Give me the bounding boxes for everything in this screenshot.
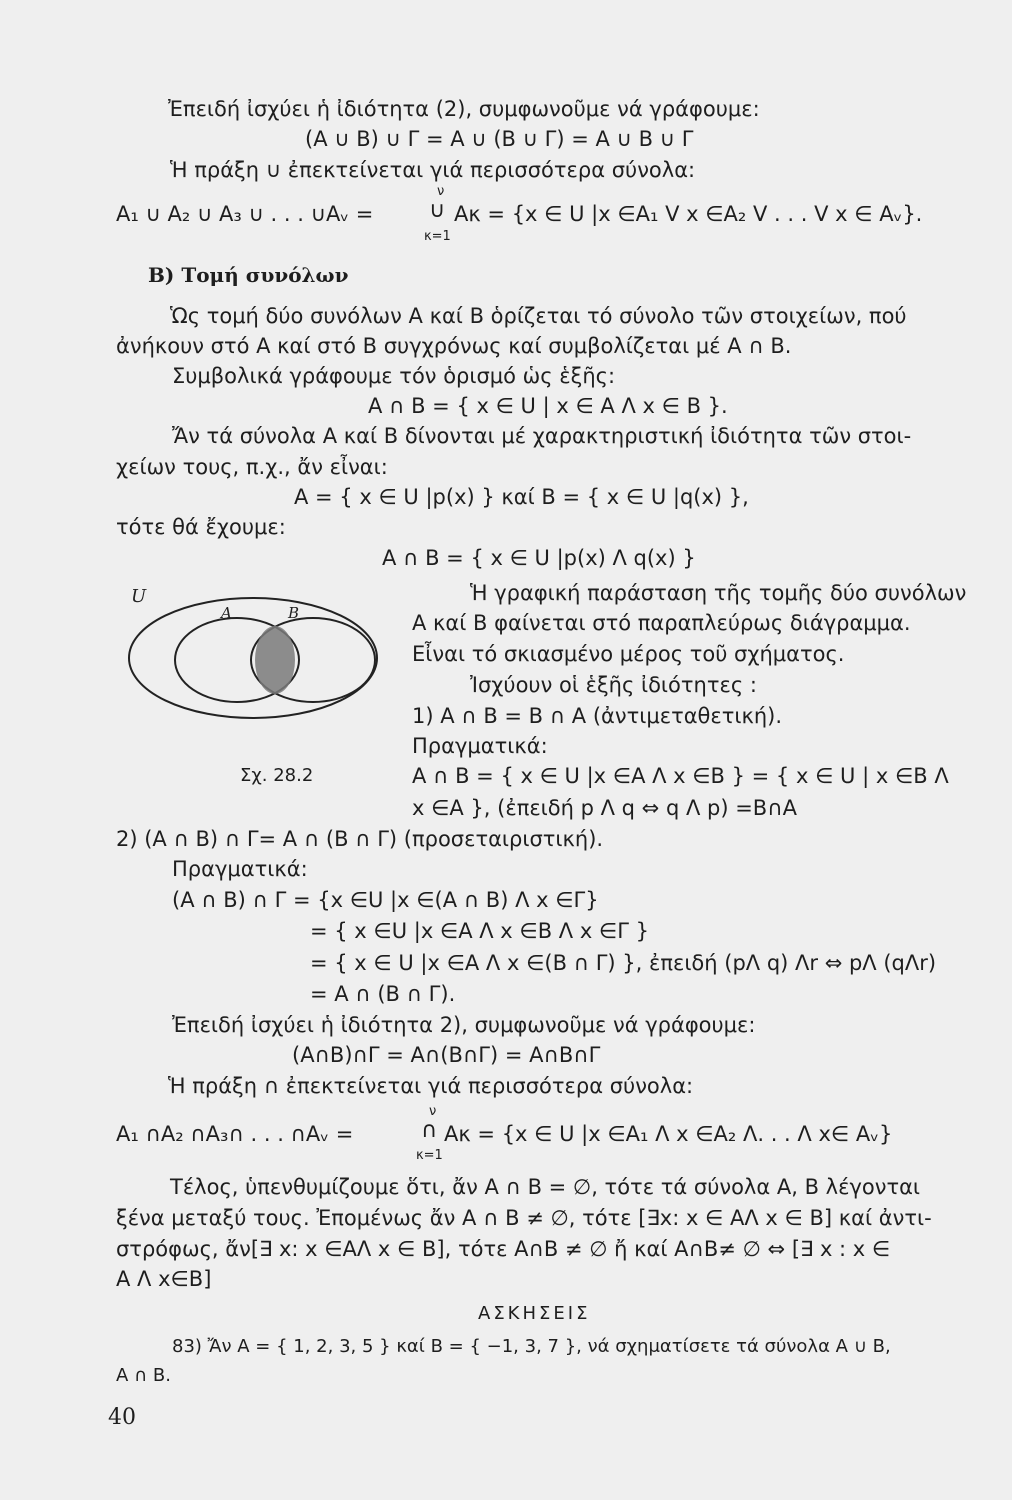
formula-line: A₁ ∩A₂ ∩A₃∩ . . . ∩Aᵥ =: [116, 1122, 354, 1146]
intersection-lower-limit: κ=1: [416, 1148, 443, 1163]
intersection-upper-limit: ν: [429, 1104, 437, 1119]
formula-line: (A ∩ B) ∩ Γ = {x ∈U |x ∈(A ∩ B) Λ x ∈Γ}: [172, 888, 599, 912]
text-line: Ἡ πράξη ∪ ἐπεκτείνεται γιά περισσότερα σύνολα:: [170, 158, 696, 182]
union-lower-limit: κ=1: [424, 229, 451, 244]
formula-line: A = { x ∈ U |p(x) } καί B = { x ∈ U |q(x) },: [294, 485, 749, 509]
figure-caption: Σχ. 28.2: [240, 765, 314, 786]
text-line: ξένα μεταξύ τους. Ἐπομένως ἄν A ∩ B ≠ ∅, τότε [∃x: x ∈ AΛ x ∈ B] καί ἀντι-: [116, 1206, 932, 1230]
label-universe: U: [131, 588, 147, 607]
formula-line: A₁ ∪ A₂ ∪ A₃ ∪ . . . ∪Aᵥ =: [116, 202, 374, 226]
intersection-shading: [255, 626, 295, 694]
text-line: Ἄν τά σύνολα A καί B δίνονται μέ χαρακτηριστική ἰδιότητα τῶν στοι-: [172, 424, 912, 448]
formula-line: = { x ∈U |x ∈A Λ x ∈B Λ x ∈Γ }: [310, 919, 649, 943]
label-set-b: B: [288, 604, 300, 622]
text-line: Τέλος, ὑπενθυμίζουμε ὅτι, ἄν A ∩ B = ∅, τότε τά σύνολα A, B λέγονται: [170, 1175, 921, 1199]
text-line: Ὡς τομή δύο συνόλων A καί B ὁρίζεται τό σύνολο τῶν στοιχείων, πού: [170, 304, 907, 328]
text-line: ἀνήκουν στό A καί στό B συγχρόνως καί συμβολίζεται μέ A ∩ B.: [116, 334, 792, 358]
formula-line: = { x ∈ U |x ∈A Λ x ∈(B ∩ Γ) }, ἐπειδή (pΛ q) Λr ⇔ pΛ (qΛr): [310, 951, 937, 975]
text-line: στρόφως, ἄν[∃ x: x ∈AΛ x ∈ B], τότε A∩B ≠ ∅ ἤ καί A∩B≠ ∅ ⇔ [∃ x : x ∈: [116, 1237, 891, 1261]
text-line: Ἡ πράξη ∩ ἐπεκτείνεται γιά περισσότερα σύνολα:: [168, 1074, 694, 1098]
text-line: Ἐπειδή ἰσχύει ἡ ἰδιότητα (2), συμφωνοῦμε νά γράφουμε:: [168, 97, 760, 121]
text-line: Πραγματικά:: [412, 734, 548, 758]
formula-line: = A ∩ (B ∩ Γ).: [310, 982, 456, 1006]
exercise-83-continued: A ∩ B.: [116, 1365, 172, 1386]
label-set-a: A: [221, 604, 232, 622]
venn-diagram: [125, 588, 395, 728]
text-line: Πραγματικά:: [172, 857, 308, 881]
formula-line: A ∩ B = { x ∈ U |p(x) Λ q(x) }: [382, 546, 696, 570]
union-upper-limit: ν: [437, 184, 445, 199]
text-line: A καί B φαίνεται στό παραπλεύρως διάγραμμα.: [412, 611, 911, 635]
formula-line: x ∈A }, (ἐπειδή p Λ q ⇔ q Λ p) =B∩A: [412, 796, 797, 820]
text-line: χείων τους, π.χ., ἄν εἶναι:: [116, 455, 388, 479]
text-line: Εἶναι τό σκιασμένο μέρος τοῦ σχήματος.: [412, 642, 845, 666]
text-line: Ἐπειδή ἰσχύει ἡ ἰδιότητα 2), συμφωνοῦμε νά γράφουμε:: [172, 1013, 756, 1037]
formula-line: (A∩B)∩Γ = A∩(B∩Γ) = A∩B∩Γ: [292, 1043, 601, 1067]
text-line: A Λ x∈B]: [116, 1267, 212, 1291]
text-line: Ἰσχύουν οἱ ἑξῆς ἰδιότητες :: [470, 673, 757, 697]
text-line: 2) (A ∩ B) ∩ Γ= A ∩ (B ∩ Γ) (προσεταιριστική).: [116, 827, 604, 851]
text-line: Ἡ γραφική παράσταση τῆς τομῆς δύο συνόλων: [470, 581, 967, 605]
formula-line: Aκ = {x ∈ U |x ∈A₁ V x ∈A₂ V . . . V x ∈ Aᵥ}.: [454, 202, 923, 226]
formula-line: A ∩ B = { x ∈ U | x ∈ A Λ x ∈ B }.: [368, 394, 728, 418]
big-intersection-symbol: ∩: [421, 1118, 438, 1143]
text-line: Συμβολικά γράφουμε τόν ὁρισμό ὡς ἑξῆς:: [172, 364, 616, 388]
formula-line: (A ∪ B) ∪ Γ = A ∪ (B ∪ Γ) = A ∪ B ∪ Γ: [305, 127, 694, 151]
exercise-83: 83) Ἄν A = { 1, 2, 3, 5 } καί B = { −1, 3, 7 }, νά σχηματίσετε τά σύνολα A ∪ B,: [172, 1336, 891, 1357]
formula-line: A ∩ B = { x ∈ U |x ∈A Λ x ∈B } = { x ∈ U | x ∈B Λ: [412, 764, 949, 788]
big-union-symbol: ∪: [429, 198, 446, 223]
section-heading: B) Τομή συνόλων: [148, 263, 349, 287]
text-line: 1) A ∩ B = B ∩ A (ἀντιμεταθετική).: [412, 704, 783, 728]
text-line: τότε θά ἔχουμε:: [116, 515, 286, 539]
page-number: 40: [108, 1405, 136, 1430]
formula-line: Aκ = {x ∈ U |x ∈A₁ Λ x ∈A₂ Λ. . . Λ x∈ Aᵥ}: [444, 1122, 893, 1146]
exercises-title: ΑΣΚΗΣΕΙΣ: [478, 1303, 591, 1324]
